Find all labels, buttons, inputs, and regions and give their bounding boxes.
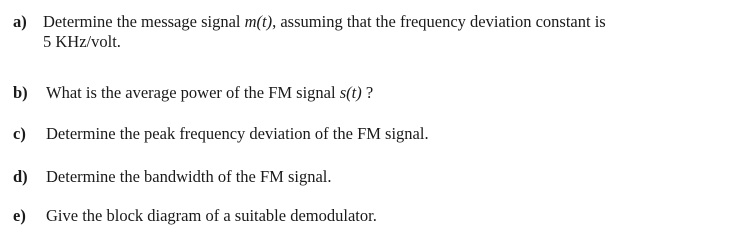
question-label: c) <box>13 124 26 143</box>
question-label: d) <box>13 167 28 186</box>
math-expression: m(t) <box>244 12 273 31</box>
question-label: e) <box>13 206 26 225</box>
math-expression: s(t) <box>339 83 362 102</box>
question-text: Determine the peak frequency deviation of the FM signal. <box>46 124 429 143</box>
question-label: b) <box>13 83 28 102</box>
question-text-part: What is the average power of the FM signal <box>46 83 340 102</box>
question-text-part: , assuming that the frequency deviation constant is <box>272 12 606 31</box>
question-text: Give the block diagram of a suitable demodulator. <box>46 206 377 225</box>
question-text <box>46 83 373 103</box>
question-text <box>43 12 606 52</box>
question-text: Determine the bandwidth of the FM signal. <box>46 167 332 186</box>
question-label: a) <box>13 12 27 31</box>
question-text-part: Determine the message signal <box>43 12 245 31</box>
question-text-part: ? <box>361 83 374 102</box>
question-text-continuation: 5 KHz/volt. <box>43 32 121 51</box>
